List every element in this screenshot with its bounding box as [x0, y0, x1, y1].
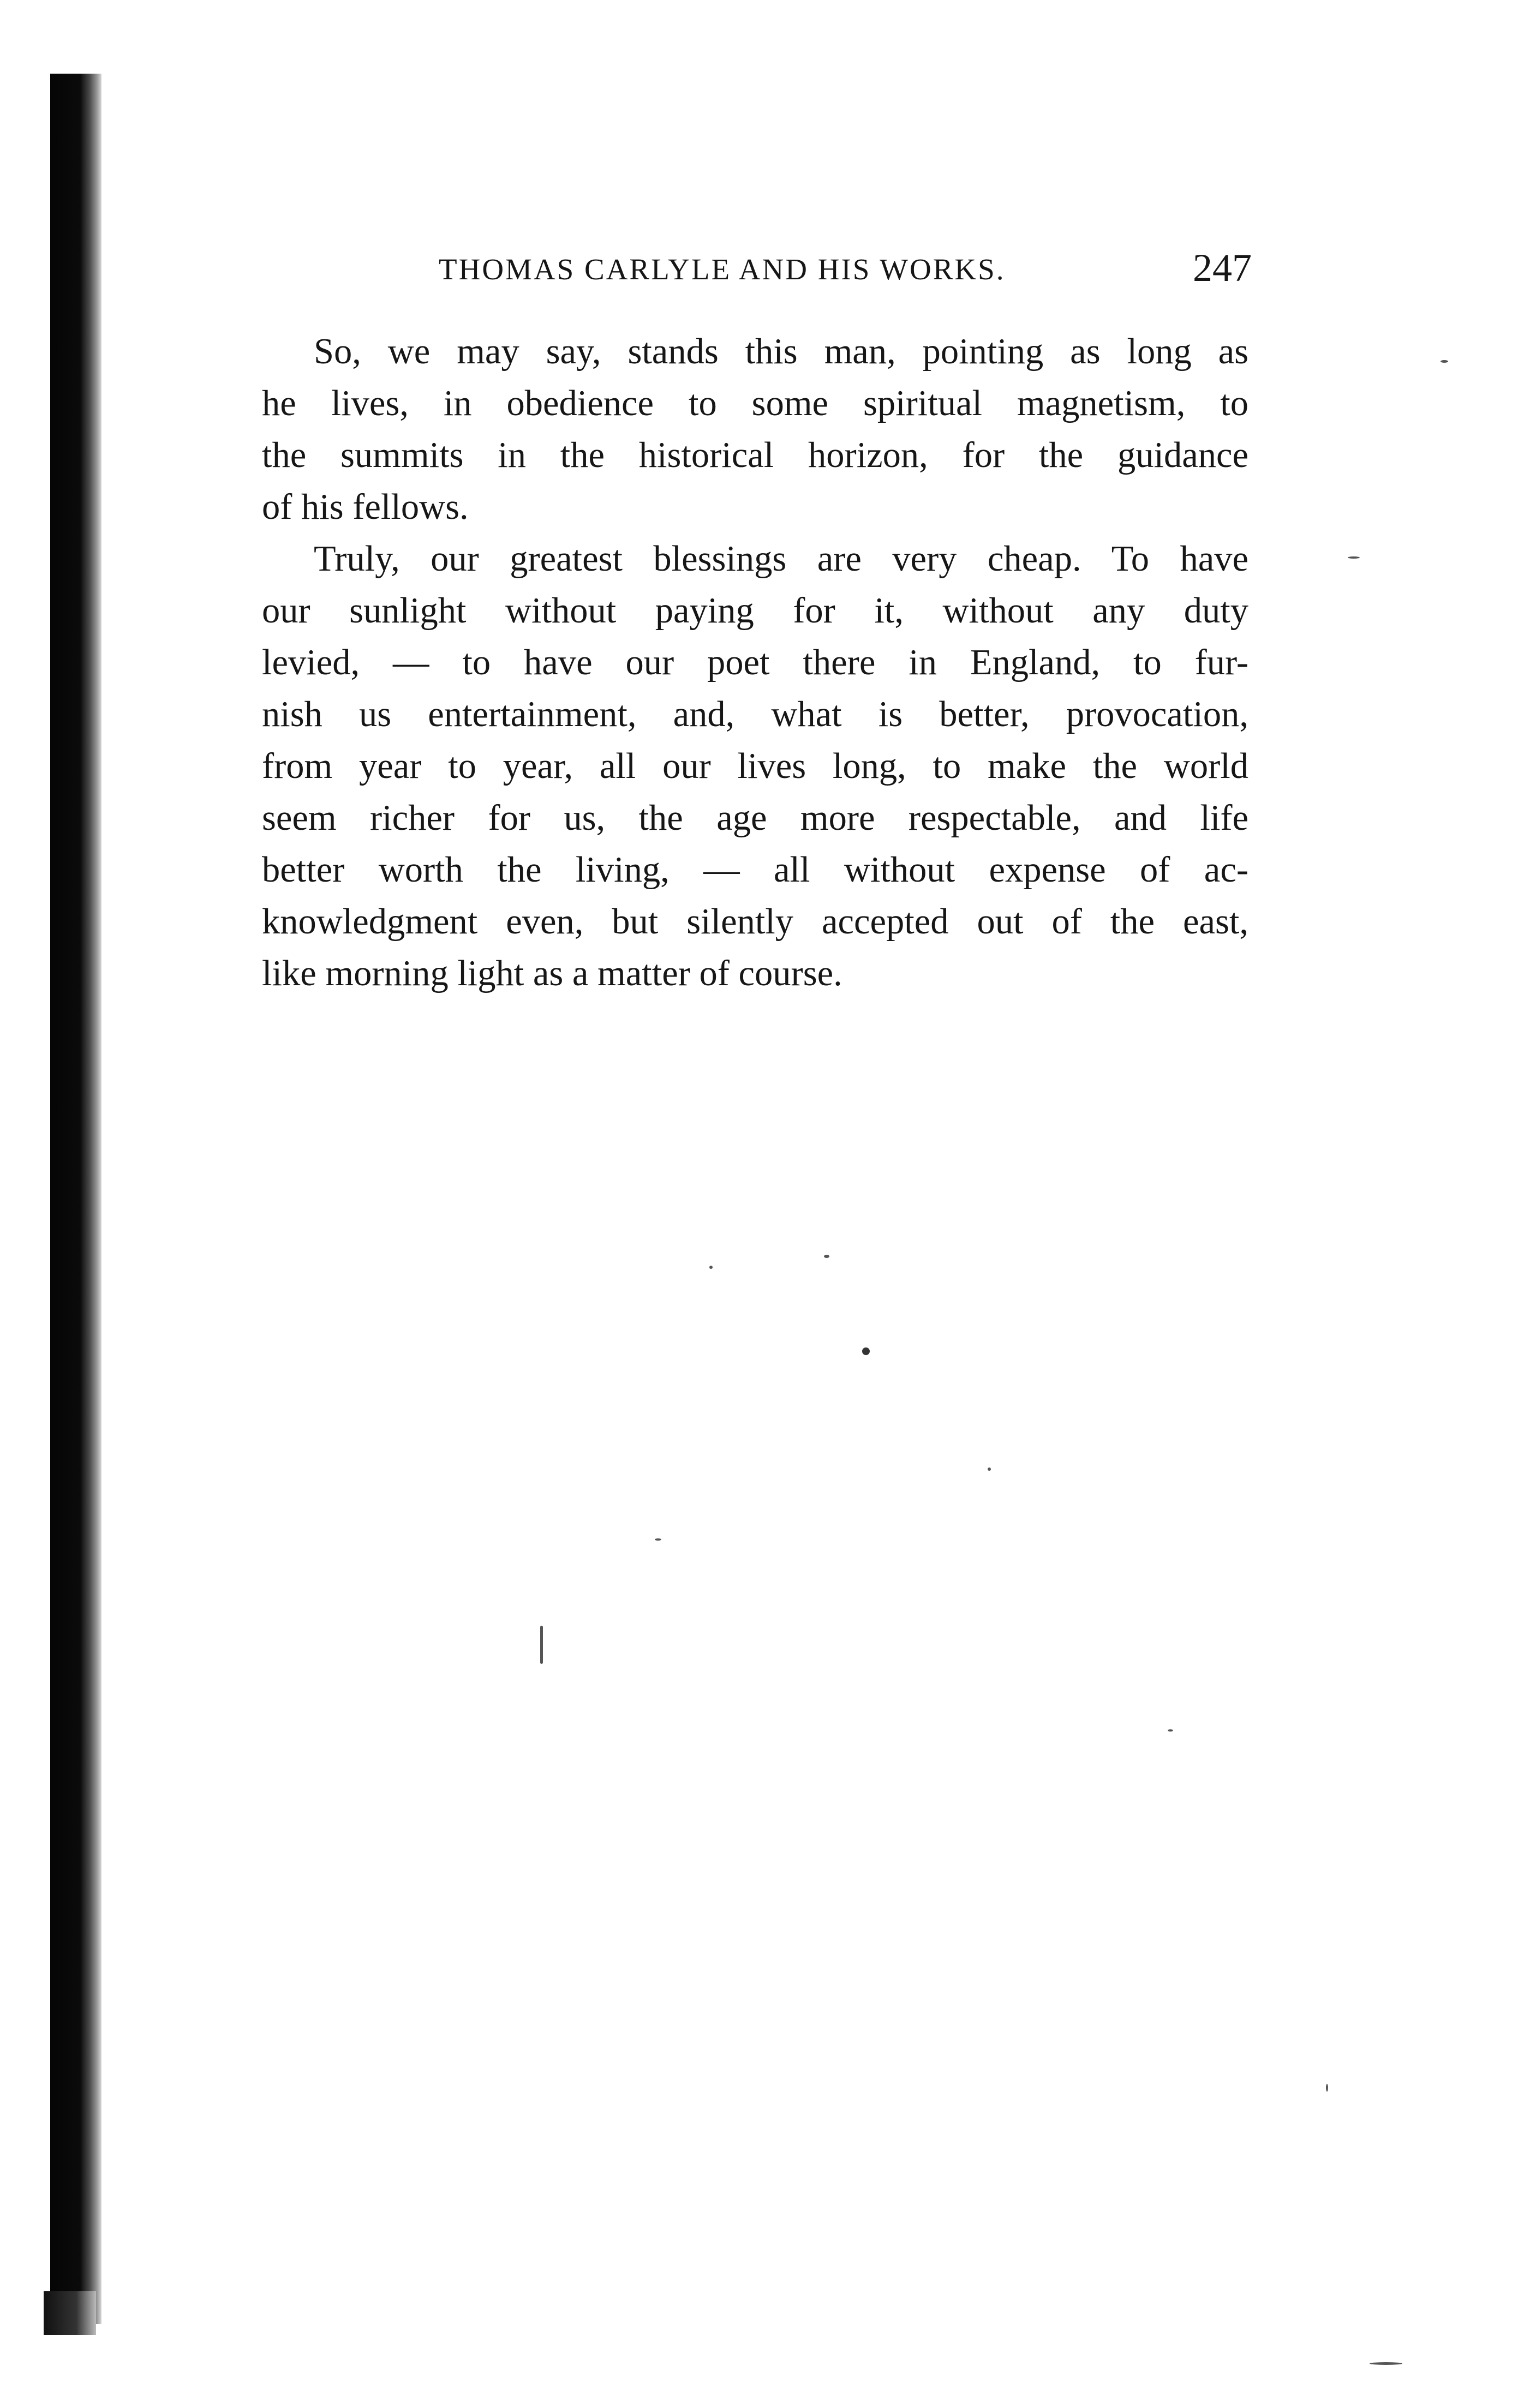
text-line: like morning light as a matter of course.: [262, 954, 842, 993]
scan-speck: [1441, 360, 1448, 363]
page-number: 247: [1193, 246, 1252, 290]
text-line: our sunlight without paying for it, without any duty: [262, 591, 1248, 631]
scan-speck: [540, 1626, 543, 1664]
text-line: So, we may say, stands this man, pointing as long as: [314, 332, 1248, 372]
text-line: he lives, in obedience to some spiritual magnetism, to: [262, 384, 1248, 423]
binding-edge: [50, 74, 101, 2324]
scan-speck: [988, 1467, 991, 1471]
scan-speck: [862, 1347, 870, 1355]
text-line: knowledgment even, but silently accepted out of the east,: [262, 902, 1248, 942]
binding-edge-bottom: [44, 2291, 96, 2335]
scan-speck: [1326, 2084, 1328, 2092]
text-line: nish us entertainment, and, what is better, provocation,: [262, 694, 1248, 734]
text-line: Truly, our greatest blessings are very cheap. To have: [314, 539, 1248, 579]
scan-speck: [1168, 1729, 1173, 1732]
body-text: [262, 326, 1248, 999]
text-line: better worth the living, — all without expense of ac-: [262, 850, 1248, 890]
paragraph: [262, 533, 1248, 999]
text-line: levied, — to have our poet there in England, to fur-: [262, 643, 1248, 682]
text-line: of his fellows.: [262, 487, 469, 527]
scan-speck: [1370, 2362, 1402, 2365]
scan-speck: [1348, 556, 1360, 559]
scan-speck: [824, 1255, 829, 1258]
scan-speck: [655, 1538, 661, 1541]
paragraph: [262, 326, 1248, 533]
page-header: [259, 245, 1252, 295]
text-line: from year to year, all our lives long, to make the world: [262, 746, 1248, 786]
scan-speck: [709, 1266, 713, 1269]
text-line: the summits in the historical horizon, for the guidance: [262, 435, 1248, 475]
text-line: seem richer for us, the age more respectable, and life: [262, 798, 1248, 838]
running-head: THOMAS CARLYLE AND HIS WORKS.: [439, 253, 1006, 286]
